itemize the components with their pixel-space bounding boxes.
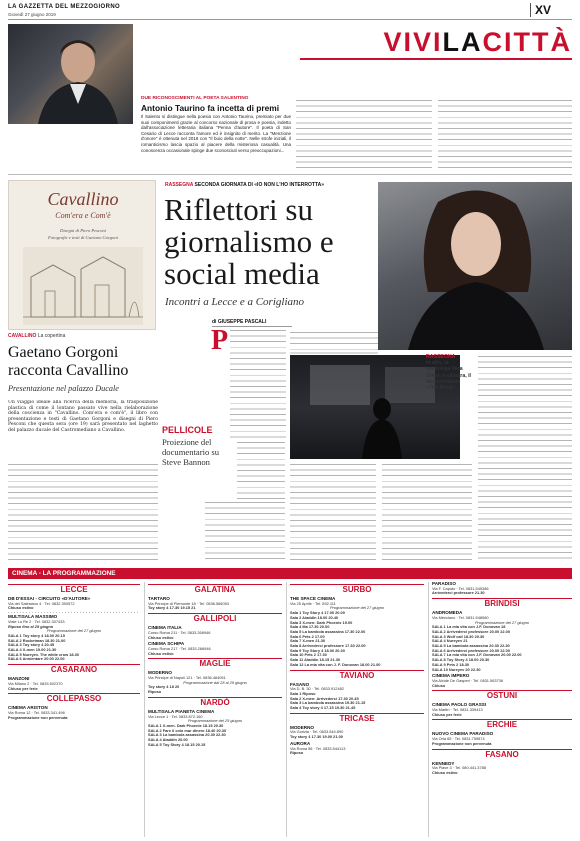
- hall-line: SALA 8 Toy Story 4 18.00 20.30: [432, 658, 490, 663]
- city-name: BRINDISI: [432, 598, 572, 609]
- city-name: GALATINA: [148, 584, 282, 595]
- top-story-lead: Il Salento si distingue nella poesia con Antonio Taurino, premiato per due suoi componimenti grazie al concorso nazionale di prosa e poesia, indetto dall'associazione letteraria italiana "Penna d'autore". Il poeta di San Cesario di Lecce racconta l'amore ed è insignito di merito. La "Menzione d'onore" è ottenuta nel 2018 con "Il buio della notte". Nelle strofe iniziali, il romanticismo lascia spazio al piacere della misteriosa casualità. Una conoscenza occasionale spinge due sconosciuti verso preoccupazioni...: [141, 114, 291, 153]
- hall-line: Programmazione non pervenuta: [432, 741, 492, 746]
- hall-line: Sala 3 X-men: Dark Phoenix 19.00: [290, 620, 353, 625]
- hall-line: Corso Roma 211 · Tel. 0833.266946: [148, 630, 211, 635]
- hall-line: Via Principe di Piemonte 18 · Tel. 0836.566053: [148, 601, 229, 606]
- hall-line: SALA 3 Toy story 4 20.45: [8, 643, 55, 648]
- hall-line: Arrivederci professore 21.30: [432, 591, 485, 596]
- hall-line: Via Piave 3 · Tel. 080.441.3788: [432, 766, 486, 771]
- hall-name: TARTARO: [148, 596, 170, 601]
- city-name: FASANO: [432, 749, 572, 760]
- hall-line: Sala 4 Ma 17.30 20.00: [290, 625, 330, 630]
- hall-line: Riposo fino al 29 giugno: [8, 624, 54, 629]
- hall-line: Via 25 Aprile · Tel. 892.111: [290, 601, 336, 606]
- hall-line: Via Lecce 1 · Tel. 0833.872.160: [148, 714, 203, 719]
- hall-line: SALA 2 Arrivederci professore 20.00 22.00: [432, 629, 510, 634]
- section-title-part2: LA: [442, 27, 483, 57]
- hall-line: SALA 10 Nureyev 20 22.30: [432, 667, 481, 672]
- hall-line: SALA 1 Toy story 4 18.00 20.15: [8, 633, 65, 638]
- hall-line: SALA 2 Fare il colo mar dinero 18.40 20.30: [148, 728, 227, 733]
- hall-line: Sala 1 Riposo: [290, 691, 316, 696]
- hall-line: Sala 2 Aladdin 18.00 20.40: [290, 615, 339, 620]
- feature-column-2-top: [290, 332, 378, 352]
- book-cover-subtitle: Com'era e Com'è: [55, 211, 111, 220]
- masthead-rule: [8, 19, 572, 20]
- hall-line: Chiuso estivo: [432, 770, 458, 775]
- hall-line: Toy story 4 17.30 19.00 21.00: [290, 735, 343, 740]
- feature-column-3: [290, 464, 376, 562]
- hall-line: Via F. Caputo · Tel. 0831.545386: [432, 586, 489, 591]
- top-story-kicker: DUE RICONOSCIMENTI AL POETA SALENTINO: [141, 96, 249, 101]
- feature-kicker-black: SECONDA GIORNATA DI «IO NON L'HO INTERROTTA»: [194, 182, 324, 188]
- hall-line: Programmazione del 25 giugno: [187, 719, 243, 724]
- hall-line: SALA 1 X-men. Dark Phoenix 18.15 20.30: [148, 723, 224, 728]
- feature-kicker-red: RASSEGNA: [165, 182, 194, 188]
- pull-quote-box: [162, 425, 232, 495]
- city-name: SURBO: [290, 584, 424, 595]
- hall-line: Via Oria 65 · Tel. 0831.759874: [432, 737, 485, 742]
- programme-divider: [286, 582, 287, 837]
- hall-line: SALA 2 Rocketman 18.30 21.00: [8, 638, 66, 643]
- hall-line: Sala 5 La bambola assassina 17.30 22.00: [290, 629, 366, 634]
- programme-divider: [144, 582, 145, 837]
- hall-line: Toy story 4 17.30 19.15 21: [148, 606, 196, 611]
- programme-col-brindisi: [432, 582, 572, 837]
- hall-line: Via Mecclano · Tel. 0831.548980: [432, 615, 489, 620]
- top-story-rule: [8, 174, 572, 175]
- hall-line: SALA 4 Nureyev 21: [432, 639, 468, 644]
- hall-line: SALA 4 X-men 19.00 21.30: [8, 648, 57, 653]
- section-title-part3: CITTÀ: [482, 27, 572, 57]
- section-title: [300, 28, 572, 56]
- left-article-subhead: Presentazione nel palazzo Ducale: [8, 384, 119, 393]
- feature-column-5: [478, 356, 572, 562]
- feature-subhead: Incontri a Lecce e a Corigliano: [165, 296, 305, 308]
- city-name: CASARANO: [8, 664, 140, 675]
- feature-byline: di GIUSEPPE PASCALI: [212, 319, 267, 325]
- hall-name: MULTISALA PIANETA CINEMA: [148, 708, 215, 714]
- hall-line: Programmazione del 27 giugno: [329, 606, 385, 611]
- portrait-silhouette-icon: [8, 24, 133, 124]
- hall-line: Via Roma 12 · Tel. 0833.341.496: [8, 710, 65, 715]
- hall-line: Sala 2 X-men: Arrivederci 17.30 20.45: [290, 696, 359, 701]
- divider: [8, 612, 140, 613]
- photo-caption-title: RASSEGNA: [426, 354, 456, 360]
- vera-ghen-photo: [378, 182, 572, 350]
- hall-line: Programmazione non pervenuta: [8, 715, 68, 720]
- photo-caption-text: In alto, la sociologa Vera Ghen; a sinistra, il documentario «The Brink»: [426, 360, 471, 392]
- hall-line: SALA 6 Annientare 20.00 22.00: [8, 657, 65, 662]
- hall-line: Sala 12 La mia vita con J. F. Donovan 18.00 21.00: [290, 662, 381, 667]
- city-name: OSTUNI: [432, 690, 572, 701]
- hall-line: SALA 6 Arrivederci professore 20.00 22.00: [432, 648, 510, 653]
- city-name: COLLEPASSO: [8, 693, 140, 704]
- hall-name: CINEMA ARISTON: [8, 705, 48, 711]
- woman-portrait-icon: [378, 182, 572, 350]
- hall-name: AURORA: [290, 740, 311, 746]
- section-rule: [300, 58, 572, 60]
- hall-name: PARADISO: [432, 582, 456, 586]
- hall-line: Via Alcide De Gasperi · Tel. 0831.563736: [432, 678, 504, 683]
- hall-line: Sala 8 Arrivederci professore 17.30 22.00: [290, 644, 366, 649]
- hall-name: MODERNO: [148, 670, 172, 676]
- book-cover-title: Cavallino: [47, 189, 119, 209]
- hall-line: Chiuso: [432, 683, 446, 688]
- programme-divider: [428, 582, 429, 837]
- masthead-paper-name: LA GAZZETTA DEL MEZZOGIORNO: [8, 4, 121, 10]
- hall-line: Via Roma 56 · Tel. 0833.544113: [290, 746, 346, 751]
- hall-line: Toy story 4 18 20: [148, 685, 180, 690]
- hall-line: Via Milano 2 · Tel. 0833.502370: [8, 681, 63, 686]
- hall-line: SALA 3 Wolf call 18.30 20.30: [432, 634, 485, 639]
- hall-line: Chiuso estivo: [148, 651, 174, 656]
- pull-quote-title: PELLICOLE: [162, 425, 213, 435]
- left-article-headline: Gaetano Gorgoni racconta Cavallino: [8, 344, 129, 379]
- city-name: TAVIANO: [290, 670, 424, 681]
- feature-dropcap: P: [211, 325, 229, 356]
- book-cover-drawing-icon: [23, 247, 143, 325]
- hall-line: Chiuso per ferie: [432, 712, 462, 717]
- taurino-photo: [8, 24, 133, 124]
- book-cover-credit-1: Disegni di Piero Pesconi: [60, 228, 106, 233]
- hall-block: [8, 597, 140, 720]
- hall-line: Riposo: [290, 751, 304, 756]
- programme-col-galatina: [148, 582, 282, 837]
- hall-line: Sala 4 Toy story 4 17.15 19.30 21.45: [290, 706, 356, 711]
- hall-line: Chiuso estivo: [148, 635, 174, 640]
- masthead-date: Giovedì 27 giugno 2019: [8, 12, 56, 17]
- hall-line: Chiuso per ferie: [8, 686, 38, 691]
- book-caption-place: CAVALLINO: [8, 333, 37, 339]
- hall-line: SALA 5 Toy Story 4 18.15 20.15: [148, 742, 206, 747]
- hall-name: MODERNO: [290, 724, 314, 730]
- city-name: MAGLIE: [148, 658, 282, 669]
- hall-line: Sala 1 Toy Story 4 17.00 20.00: [290, 611, 345, 616]
- hall-line: SALA 5 Nureyev. The white crow 18.30: [8, 652, 79, 657]
- pull-quote-text: Proiezione del documentario su Steve Bannon: [162, 437, 220, 467]
- hall-line: Sala 10 Pets 2 17.30: [290, 653, 327, 658]
- city-name: ERCHIE: [432, 719, 572, 730]
- hall-line: Chiuso estivo: [8, 606, 34, 611]
- hall-line: Via Gorizia · Tel. 0833.544.890: [290, 730, 344, 735]
- feature-column-1b: [237, 442, 285, 500]
- photo-caption: [426, 354, 472, 391]
- top-story-column-3: [438, 100, 572, 168]
- hall-name: CINEMA SCHIPA: [148, 641, 185, 647]
- hall-name: NUOVO CINEMA PARADISO: [432, 731, 494, 737]
- hall-line: SALA 7 La mia vita con J.F. Donovan 20.00 22.00: [432, 653, 522, 658]
- hall-line: Sala 9 Toy Story 4 18.00 20.30: [290, 648, 345, 653]
- book-cover-credit-2: Fotografie e testi di Gaetano Gorgoni: [48, 235, 118, 240]
- city-name: GALLIPOLI: [148, 613, 282, 624]
- left-article-body: Un viaggio ideale alla ricerca della memoria, la trasposizione plastica di come il lontano passato vive nella rielaborazione della coscienza in "Cavallino. Com'era e com'è", il libro con presentazione e testi di Gaetano Gorgoni e disegni di Piero Pesconi che questa sera (ore 19) sarà presentato nel laghetto del palazzo ducale del Castromediano a Cavallino.: [8, 400, 158, 433]
- hall-line: Programmazione del 27 giugno: [474, 620, 530, 625]
- programme-header: CINEMA - LA PROGRAMMAZIONE: [8, 568, 572, 579]
- hall-line: Via Principe di Napoli 121 · Tel. 0836.484051: [148, 676, 226, 681]
- book-caption-text: La copertina: [37, 333, 66, 339]
- hall-name: ANDROMEDA: [432, 610, 463, 616]
- book-caption: [8, 333, 65, 339]
- hall-line: SALA 5 La bambola assassina 20.30 22.30: [432, 644, 510, 649]
- city-name: LECCE: [8, 584, 140, 595]
- city-name: TRICASE: [290, 713, 424, 724]
- feature-column-1c: [205, 502, 285, 562]
- hall-line: Sala 6 Pets 2 17.00: [290, 634, 325, 639]
- hall-name: THE SPACE CINEMA: [290, 596, 336, 601]
- hall-line: Via D. B. 30 · Tel. 0833.912482: [290, 687, 344, 692]
- hall-line: Viale Lo Re 2 · Tel. 0832.307433: [8, 619, 65, 624]
- top-story-column-2: [296, 100, 432, 168]
- hall-line: SALA 3 La bambola assassina 20.30 22.30: [148, 733, 226, 738]
- hall-line: Programmazione dal 28 al 29 giugno: [183, 680, 247, 685]
- hall-line: Programmazione del 27 giugno: [46, 629, 102, 634]
- hall-line: SALA 4 Aladdin 20.00: [148, 738, 188, 743]
- feature-kicker: [165, 182, 324, 188]
- hall-line: Sala 3 La bambola assassina 19.30 21.15: [290, 701, 366, 706]
- page-number: XV: [530, 3, 551, 17]
- section-title-part1: VIVI: [383, 27, 443, 57]
- hall-line: Riposo: [148, 690, 162, 695]
- hall-name: CINEMA IMPERO: [432, 673, 470, 679]
- city-name: NARDÒ: [148, 697, 282, 708]
- hall-line: Sala 11 Aladdin 18.15 21.30: [290, 658, 341, 663]
- hall-name: CINEMA ITALIA: [148, 625, 182, 631]
- programme-col-surbo: [290, 582, 424, 837]
- feature-column-4: [382, 464, 472, 562]
- hall-name: FASANO: [290, 681, 310, 687]
- hall-line: SALA 9 Pets 2 18.30: [432, 662, 470, 667]
- feature-column-1: [230, 330, 286, 438]
- hall-name: CINEMA PAOLO GRASSI: [432, 702, 487, 708]
- book-cover: [8, 180, 156, 330]
- programme-col-lecce: [8, 582, 140, 837]
- hall-line: Via del Salesiano 4 · Tel. 0832.390572: [8, 601, 75, 606]
- hall-line: Corso Roma 217 · Tel. 0833.266946: [148, 646, 211, 651]
- left-article-body-continued: [8, 464, 158, 562]
- hall-line: Via Martiri · Tel. 0831.339413: [432, 708, 483, 713]
- hall-line: Sala 7 X-men 21.30: [290, 639, 326, 644]
- hall-name: MULTISALA MASSIMO: [8, 614, 58, 620]
- hall-name: KENNEDY: [432, 760, 455, 766]
- hall-name: DB D'ESSAI - CIRCUITO «D'AUTORE»: [8, 596, 91, 601]
- hall-name: MANZONI: [8, 676, 30, 682]
- hall-line: SALA 1 La mia vita con J.F. Donovan 18: [432, 625, 506, 630]
- feature-headline: Riflettori su giornalismo e social media: [164, 192, 334, 291]
- top-story-headline: Antonio Taurino fa incetta di premi: [141, 103, 280, 113]
